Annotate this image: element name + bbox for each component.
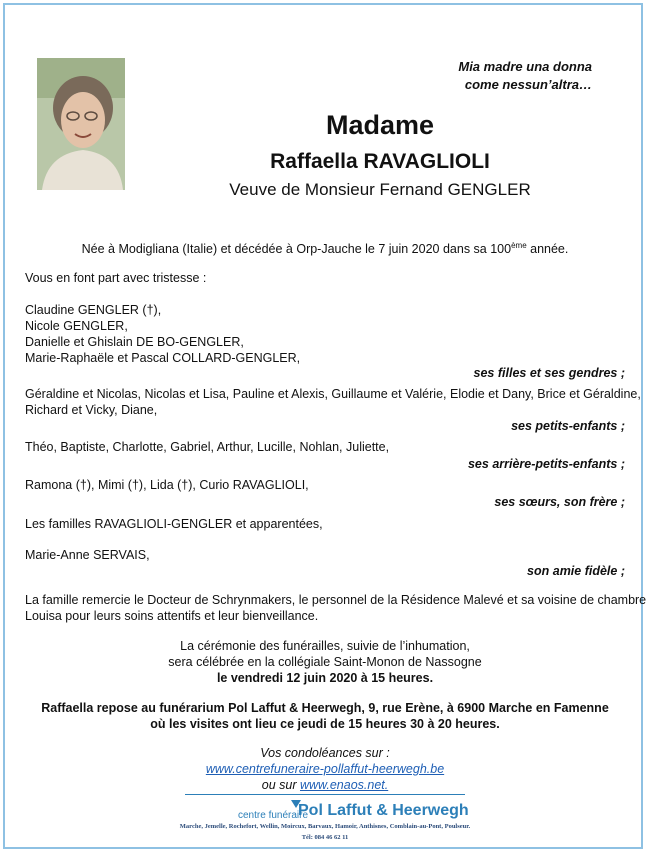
ceremony-date: le vendredi 12 juin 2020 à 15 heures. — [216, 671, 434, 685]
birth-text: Née à Modigliana (Italie) et décédée à Orp-Jauche le 7 juin 2020 dans sa 100 — [81, 242, 512, 257]
list-item: Claudine GENGLER (†), — [25, 303, 162, 317]
list-item: Géraldine et Nicolas, Nicolas et Lisa, Pauline et Alexis, Guillaume et Valérie, Elodie et Dany, Brice et Géraldine, — [25, 387, 641, 401]
list-item: Nicole GENGLER, — [25, 319, 128, 333]
birth-sup: ème — [511, 241, 527, 250]
ceremony-paragraph — [0, 638, 650, 686]
birth-end: année. — [526, 242, 569, 257]
condolences-link-secondary[interactable]: www.enaos.net. — [299, 778, 389, 792]
epigraph-quote — [458, 58, 592, 94]
list-item: Danielle et Ghislain DE BO-GENGLER, — [25, 335, 244, 349]
grandchildren-label: ses petits-enfants ; — [511, 419, 625, 433]
families-line: Les familles RAVAGLIOLI-GENGLER et apparentées, — [25, 517, 323, 531]
condolences-label: Vos condoléances sur : — [260, 746, 390, 760]
condolences-or: ou sur — [261, 778, 300, 792]
logo-small-text: centre funéraire — [238, 810, 309, 821]
list-item: Richard et Vicky, Diane, — [25, 403, 158, 417]
subtitle-widow: Veuve de Monsieur Fernand GENGLER — [229, 180, 531, 199]
children-label: ses filles et ses gendres ; — [473, 366, 625, 380]
thanks-line-1: La famille remercie le Docteur de Schrynmakers, le personnel de la Résidence Malevé et sa voisine de chambre — [25, 593, 647, 607]
thanks-line-2: Louisa pour leurs soins attentifs et leur bienveillance. — [25, 609, 319, 623]
children-list — [25, 302, 300, 366]
deceased-name: Raffaella RAVAGLIOLI — [270, 150, 490, 173]
logo-brand-name: Pol Laffut & Heerwegh — [298, 802, 469, 819]
rest-line-2: où les visites ont lieu ce jeudi de 15 heures 30 à 20 heures. — [150, 717, 500, 731]
rest-line-1: Raffaella repose au funérarium Pol Laffut & Heerwegh, 9, rue Erène, à 6900 Marche en Famenne — [41, 701, 609, 715]
rest-paragraph — [0, 700, 650, 732]
title-madame: Madame — [325, 110, 435, 140]
condolences-block — [0, 745, 650, 793]
quote-line-1: Mia madre una donna — [458, 59, 592, 74]
ceremony-line-2: sera célébrée en la collégiale Saint-Monon de Nassogne — [168, 655, 482, 669]
great-grandchildren-list: Théo, Baptiste, Charlotte, Gabriel, Arthur, Lucille, Nohlan, Juliette, — [25, 440, 390, 454]
logo-phone: Tél: 084 46 62 11 — [301, 834, 349, 841]
ceremony-line-1: La cérémonie des funérailles, suivie de l’inhumation, — [180, 639, 470, 653]
footer-divider — [185, 794, 465, 795]
friend-label: son amie fidèle ; — [527, 564, 625, 578]
intro-line: Vous en font part avec tristesse : — [25, 271, 207, 285]
grandchildren-list — [25, 386, 641, 418]
great-grandchildren-label: ses arrière-petits-enfants ; — [467, 457, 625, 471]
birth-death-line — [0, 238, 650, 257]
list-item: Marie-Raphaële et Pascal COLLARD-GENGLER, — [25, 351, 301, 365]
friend-line: Marie-Anne SERVAIS, — [25, 548, 150, 562]
thanks-paragraph — [25, 592, 646, 624]
siblings-list: Ramona (†), Mimi (†), Lida (†), Curio RAVAGLIOLI, — [25, 478, 309, 492]
logo-towns: Marche, Jemelle, Rochefort, Wellin, Moircux, Barvaux, Hamoir, Anthisnes, Comblain-au-Pont, Poulseur. — [179, 823, 471, 830]
condolences-link-primary[interactable]: www.centrefuneraire-pollaffut-heerwegh.be — [205, 762, 445, 776]
siblings-label: ses sœurs, son frère ; — [494, 495, 625, 509]
quote-line-2: come nessun’altra… — [464, 77, 592, 92]
